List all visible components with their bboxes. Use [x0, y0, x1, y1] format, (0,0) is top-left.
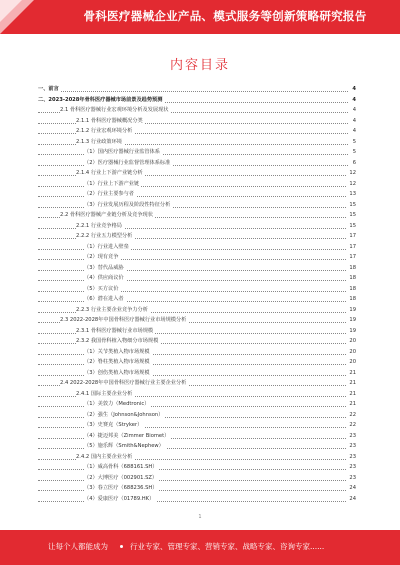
toc-entry[interactable]: [38, 137, 356, 148]
toc-entry-page: 15: [347, 221, 356, 232]
toc-entry[interactable]: [38, 84, 356, 95]
toc-entry[interactable]: [38, 116, 356, 127]
toc-entry[interactable]: [38, 473, 356, 484]
toc-entry-title: 2.3.2 我国骨科植入物细分市场规模: [76, 338, 159, 344]
toc-entry[interactable]: [38, 441, 356, 452]
toc-entry[interactable]: [38, 105, 356, 116]
table-of-contents: [38, 84, 356, 504]
toc-entry-page: 22: [347, 410, 356, 421]
toc-entry-title: （1）国内医疗器械行业监管体系: [84, 149, 160, 155]
toc-entry-page: 13: [347, 189, 356, 200]
toc-entry-title: （4）爱康医疗（01789.HK）: [84, 495, 155, 502]
toc-entry-title: （3）替代品威胁: [84, 264, 124, 271]
toc-entry-page: 15: [347, 200, 356, 211]
footer-slogan-left: 让每个人都能成为: [48, 542, 108, 551]
toc-entry[interactable]: [38, 221, 356, 232]
toc-entry-title: （1）行业进入壁垒: [84, 243, 129, 250]
toc-entry[interactable]: [38, 168, 356, 179]
toc-entry[interactable]: [38, 315, 356, 326]
toc-entry-title: （2）行业主要参与者: [84, 191, 134, 197]
toc-entry-title: （3）史赛克（Stryker）: [84, 422, 143, 428]
toc-entry[interactable]: [38, 420, 356, 431]
toc-entry-page: 5: [351, 137, 356, 148]
toc-entry-page: 23: [347, 452, 356, 463]
toc-entry-page: 22: [347, 420, 356, 431]
toc-entry[interactable]: [38, 336, 356, 347]
page-number: 1: [198, 514, 202, 520]
toc-entry-page: 17: [347, 252, 356, 263]
toc-entry-page: 4: [351, 116, 356, 127]
toc-entry-title: （1）威高骨科（688161.SH）: [84, 464, 158, 470]
toc-entry-page: 23: [347, 441, 356, 452]
toc-entry-title: 2.2.1 行业竞争格局: [76, 222, 122, 229]
toc-entry[interactable]: [38, 263, 356, 274]
toc-entry-title: 2.3 2022-2028年中国骨科医疗器械行业市场规模分析: [60, 317, 187, 323]
toc-entry-page: 5: [351, 147, 356, 158]
toc-entry[interactable]: [38, 347, 356, 358]
toc-entry-page: 17: [347, 231, 356, 242]
toc-entry[interactable]: [38, 147, 356, 158]
footer-bullet-icon: [120, 545, 123, 548]
toc-entry-title: （1）关节类植入物市场规模: [84, 348, 150, 355]
toc-entry-page: 4: [351, 126, 356, 137]
toc-entry-title: （4）捷迈邦美（Zimmer Biomet）: [84, 432, 170, 439]
toc-entry-title: 2.4 2022-2028年中国骨科医疗器械行业主要企业分析: [60, 380, 187, 386]
toc-entry-page: 23: [347, 462, 356, 473]
toc-entry-title: （3）行业发展历程及阶段性特征分析: [84, 201, 171, 208]
toc-entry-page: 4: [350, 84, 356, 95]
toc-entry-page: 21: [347, 378, 356, 389]
toc-entry[interactable]: [38, 483, 356, 494]
toc-entry-title: （2）现有竞争: [84, 254, 119, 260]
toc-entry-title: （3）春立医疗（688236.SH）: [84, 485, 158, 491]
toc-entry[interactable]: [38, 231, 356, 242]
toc-entry-page: 18: [347, 273, 356, 284]
toc-entry[interactable]: [38, 462, 356, 473]
toc-entry[interactable]: [38, 368, 356, 379]
toc-entry[interactable]: [38, 158, 356, 169]
toc-entry-title: （2）医疗器械行业监督管理体系标准: [84, 159, 171, 166]
toc-entry-title: 2.2.3 行业主要企业竞争力分析: [76, 306, 148, 313]
toc-entry-page: 23: [347, 431, 356, 442]
toc-entry-title: 2.1.4 行业上下游产业链分析: [76, 170, 143, 176]
toc-entry-page: 6: [351, 158, 356, 169]
toc-entry[interactable]: [38, 126, 356, 137]
toc-entry-title: （3）创伤类植入物市场规模: [84, 369, 150, 376]
toc-entry-page: 12: [347, 179, 356, 190]
toc-entry-page: 21: [347, 399, 356, 410]
toc-entry-title: 2.4.1 国际主要企业分析: [76, 390, 133, 397]
toc-entry-page: 21: [347, 389, 356, 400]
toc-entry-page: 12: [347, 168, 356, 179]
toc-entry[interactable]: [38, 189, 356, 200]
toc-entry-page: 18: [347, 263, 356, 274]
footer-bar: [0, 530, 400, 565]
toc-entry[interactable]: [38, 410, 356, 421]
toc-entry[interactable]: [38, 284, 356, 295]
toc-entry-title: （2）大博医疗（002901.SZ）: [84, 474, 158, 481]
toc-entry-page: 19: [347, 315, 356, 326]
toc-entry-page: 20: [347, 357, 356, 368]
toc-entry-title: 一、前言: [38, 86, 59, 92]
toc-entry[interactable]: [38, 294, 356, 305]
toc-entry-title: （1）美敦力（Medtronic）: [84, 401, 150, 407]
toc-entry-title: 2.4.2 国内主要企业分析: [76, 453, 133, 460]
toc-entry[interactable]: [38, 95, 356, 106]
report-header-bar: [0, 0, 400, 34]
toc-entry-page: 20: [347, 336, 356, 347]
toc-entry[interactable]: [38, 399, 356, 410]
toc-entry-title: （5）施乐辉（Smith&Nephew）: [84, 443, 164, 449]
toc-entry[interactable]: [38, 210, 356, 221]
toc-entry-title: 2.2 骨科医疗器械产业链分析及竞争现状: [60, 212, 153, 218]
toc-entry-title: 2.3.1 骨科医疗器械行业市场规模: [76, 327, 154, 334]
toc-entry-page: 17: [347, 242, 356, 253]
toc-entry-page: 4: [350, 95, 356, 106]
footer-slogan-right: 行业专家、管理专家、营销专家、战略专家、咨询专家......: [130, 542, 325, 551]
toc-entry-title: 2.1 骨科医疗器械行业宏观环境分析及发展现状: [60, 107, 169, 113]
toc-entry[interactable]: [38, 378, 356, 389]
toc-entry-title: 2.1.2 行业宏观环境分析: [76, 128, 133, 134]
toc-entry[interactable]: [38, 326, 356, 337]
toc-heading: 内容目录: [169, 58, 230, 73]
toc-entry-title: （6）潜在进入者: [84, 296, 124, 302]
toc-entry-page: 24: [347, 483, 356, 494]
toc-entry[interactable]: [38, 200, 356, 211]
toc-entry[interactable]: [38, 357, 356, 368]
toc-entry-title: （1）行业上下游产业链: [84, 180, 140, 187]
toc-entry[interactable]: [38, 452, 356, 463]
toc-entry-title: （4）供应商议价: [84, 275, 124, 281]
toc-entry-title: 二、2023-2028年骨科医疗器械市场前景及趋势预测: [38, 96, 163, 103]
toc-entry[interactable]: [38, 273, 356, 284]
toc-entry-page: 18: [347, 294, 356, 305]
toc-entry-title: 2.1.1 骨科医疗器械概况分类: [76, 117, 143, 124]
toc-entry[interactable]: [38, 305, 356, 316]
toc-entry-page: 24: [347, 494, 356, 505]
toc-entry[interactable]: [38, 252, 356, 263]
toc-entry-title: 2.2.2 行业五力模型分析: [76, 233, 133, 239]
toc-entry[interactable]: [38, 389, 356, 400]
toc-entry-page: 21: [347, 368, 356, 379]
toc-leader-dots: [38, 91, 348, 92]
toc-entry-title: （5）买方议价: [84, 285, 119, 292]
toc-entry-page: 15: [347, 210, 356, 221]
report-title: 骨科医疗器械企业产品、模式服务等创新策略研究报告: [83, 9, 367, 23]
toc-entry-page: 19: [347, 326, 356, 337]
toc-entry-page: 23: [347, 473, 356, 484]
toc-entry-page: 4: [351, 105, 356, 116]
toc-entry[interactable]: [38, 494, 356, 505]
toc-entry[interactable]: [38, 242, 356, 253]
toc-entry-page: 19: [347, 305, 356, 316]
toc-entry-title: 2.1.3 行业政策环境: [76, 138, 122, 145]
header-corner-highlight: [0, 0, 22, 22]
toc-entry[interactable]: [38, 179, 356, 190]
toc-entry-title: （2）强生（Johnson&Johnson）: [84, 411, 164, 418]
toc-entry-title: （2）脊柱类植入物市场规模: [84, 359, 150, 365]
toc-entry-page: 20: [347, 347, 356, 358]
toc-entry[interactable]: [38, 431, 356, 442]
toc-entry-page: 18: [347, 284, 356, 295]
